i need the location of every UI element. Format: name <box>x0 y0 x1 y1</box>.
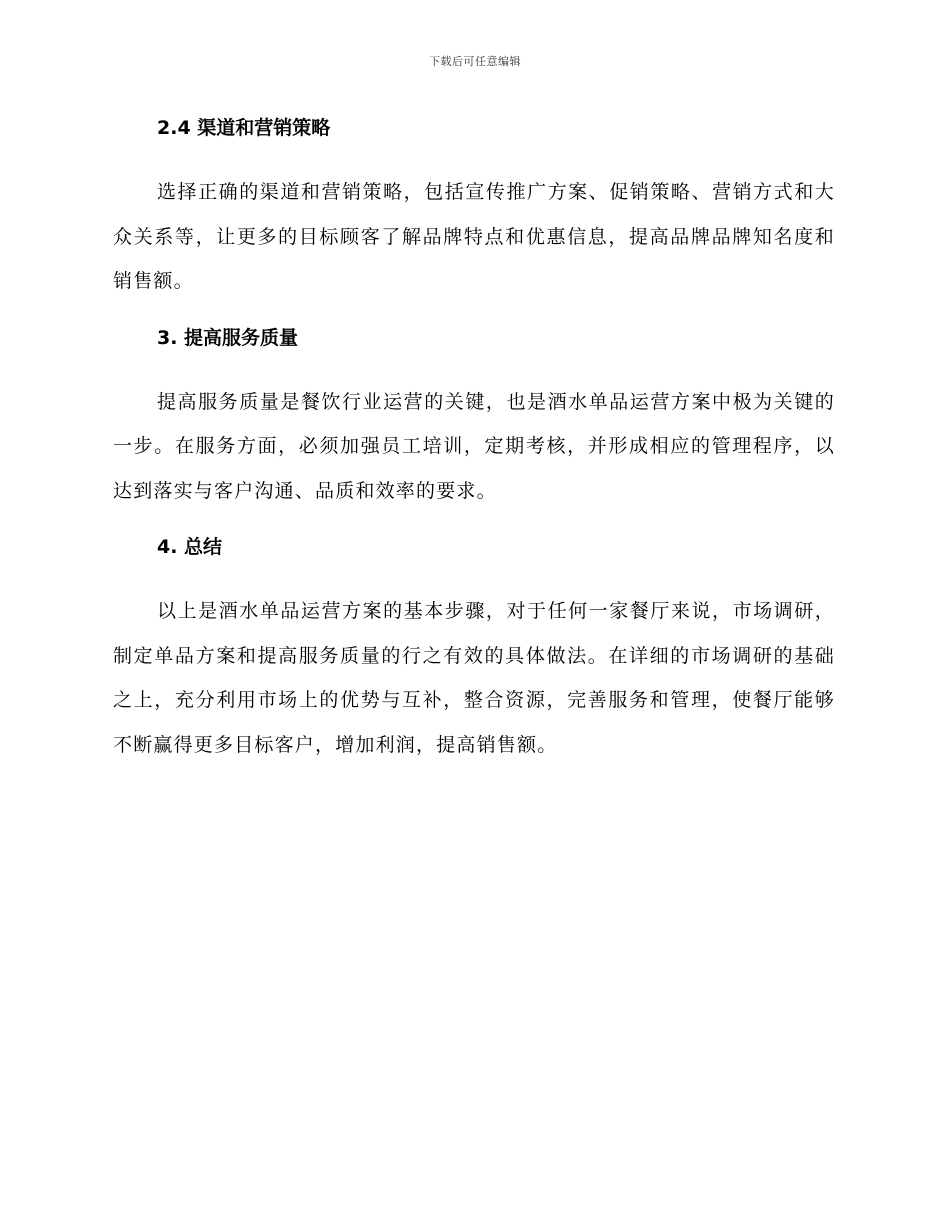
section-paragraph-channels-marketing: 选择正确的渠道和营销策略，包括宣传推广方案、促销策略、营销方式和大众关系等，让更多的目标顾客了解品牌特点和优惠信息，提高品牌品牌知名度和销售额。 <box>113 181 835 292</box>
section-heading-channels-marketing: 2.4 渠道和营销策略 <box>157 117 331 139</box>
section-paragraph-service-quality: 提高服务质量是餐饮行业运营的关键，也是酒水单品运营方案中极为关键的一步。在服务方面，必须加强员工培训，定期考核，并形成相应的管理程序，以达到落实与客户沟通、品质和效率的要求。 <box>113 390 835 502</box>
document-body <box>113 112 835 767</box>
section-heading-summary: 4. 总结 <box>157 536 223 558</box>
section-paragraph-summary: 以上是酒水单品运营方案的基本步骤，对于任何一家餐厅来说，市场调研，制定单品方案和提高服务质量的行之有效的具体做法。在详细的市场调研的基础之上，充分利用市场上的优势与互补，整合资源，完善服务和管理，使餐厅能够不断赢得更多目标客户，增加利润，提高销售额。 <box>113 600 835 756</box>
page-header-note: 下载后可任意编辑 <box>429 55 521 68</box>
section-heading-service-quality: 3. 提高服务质量 <box>157 326 299 349</box>
